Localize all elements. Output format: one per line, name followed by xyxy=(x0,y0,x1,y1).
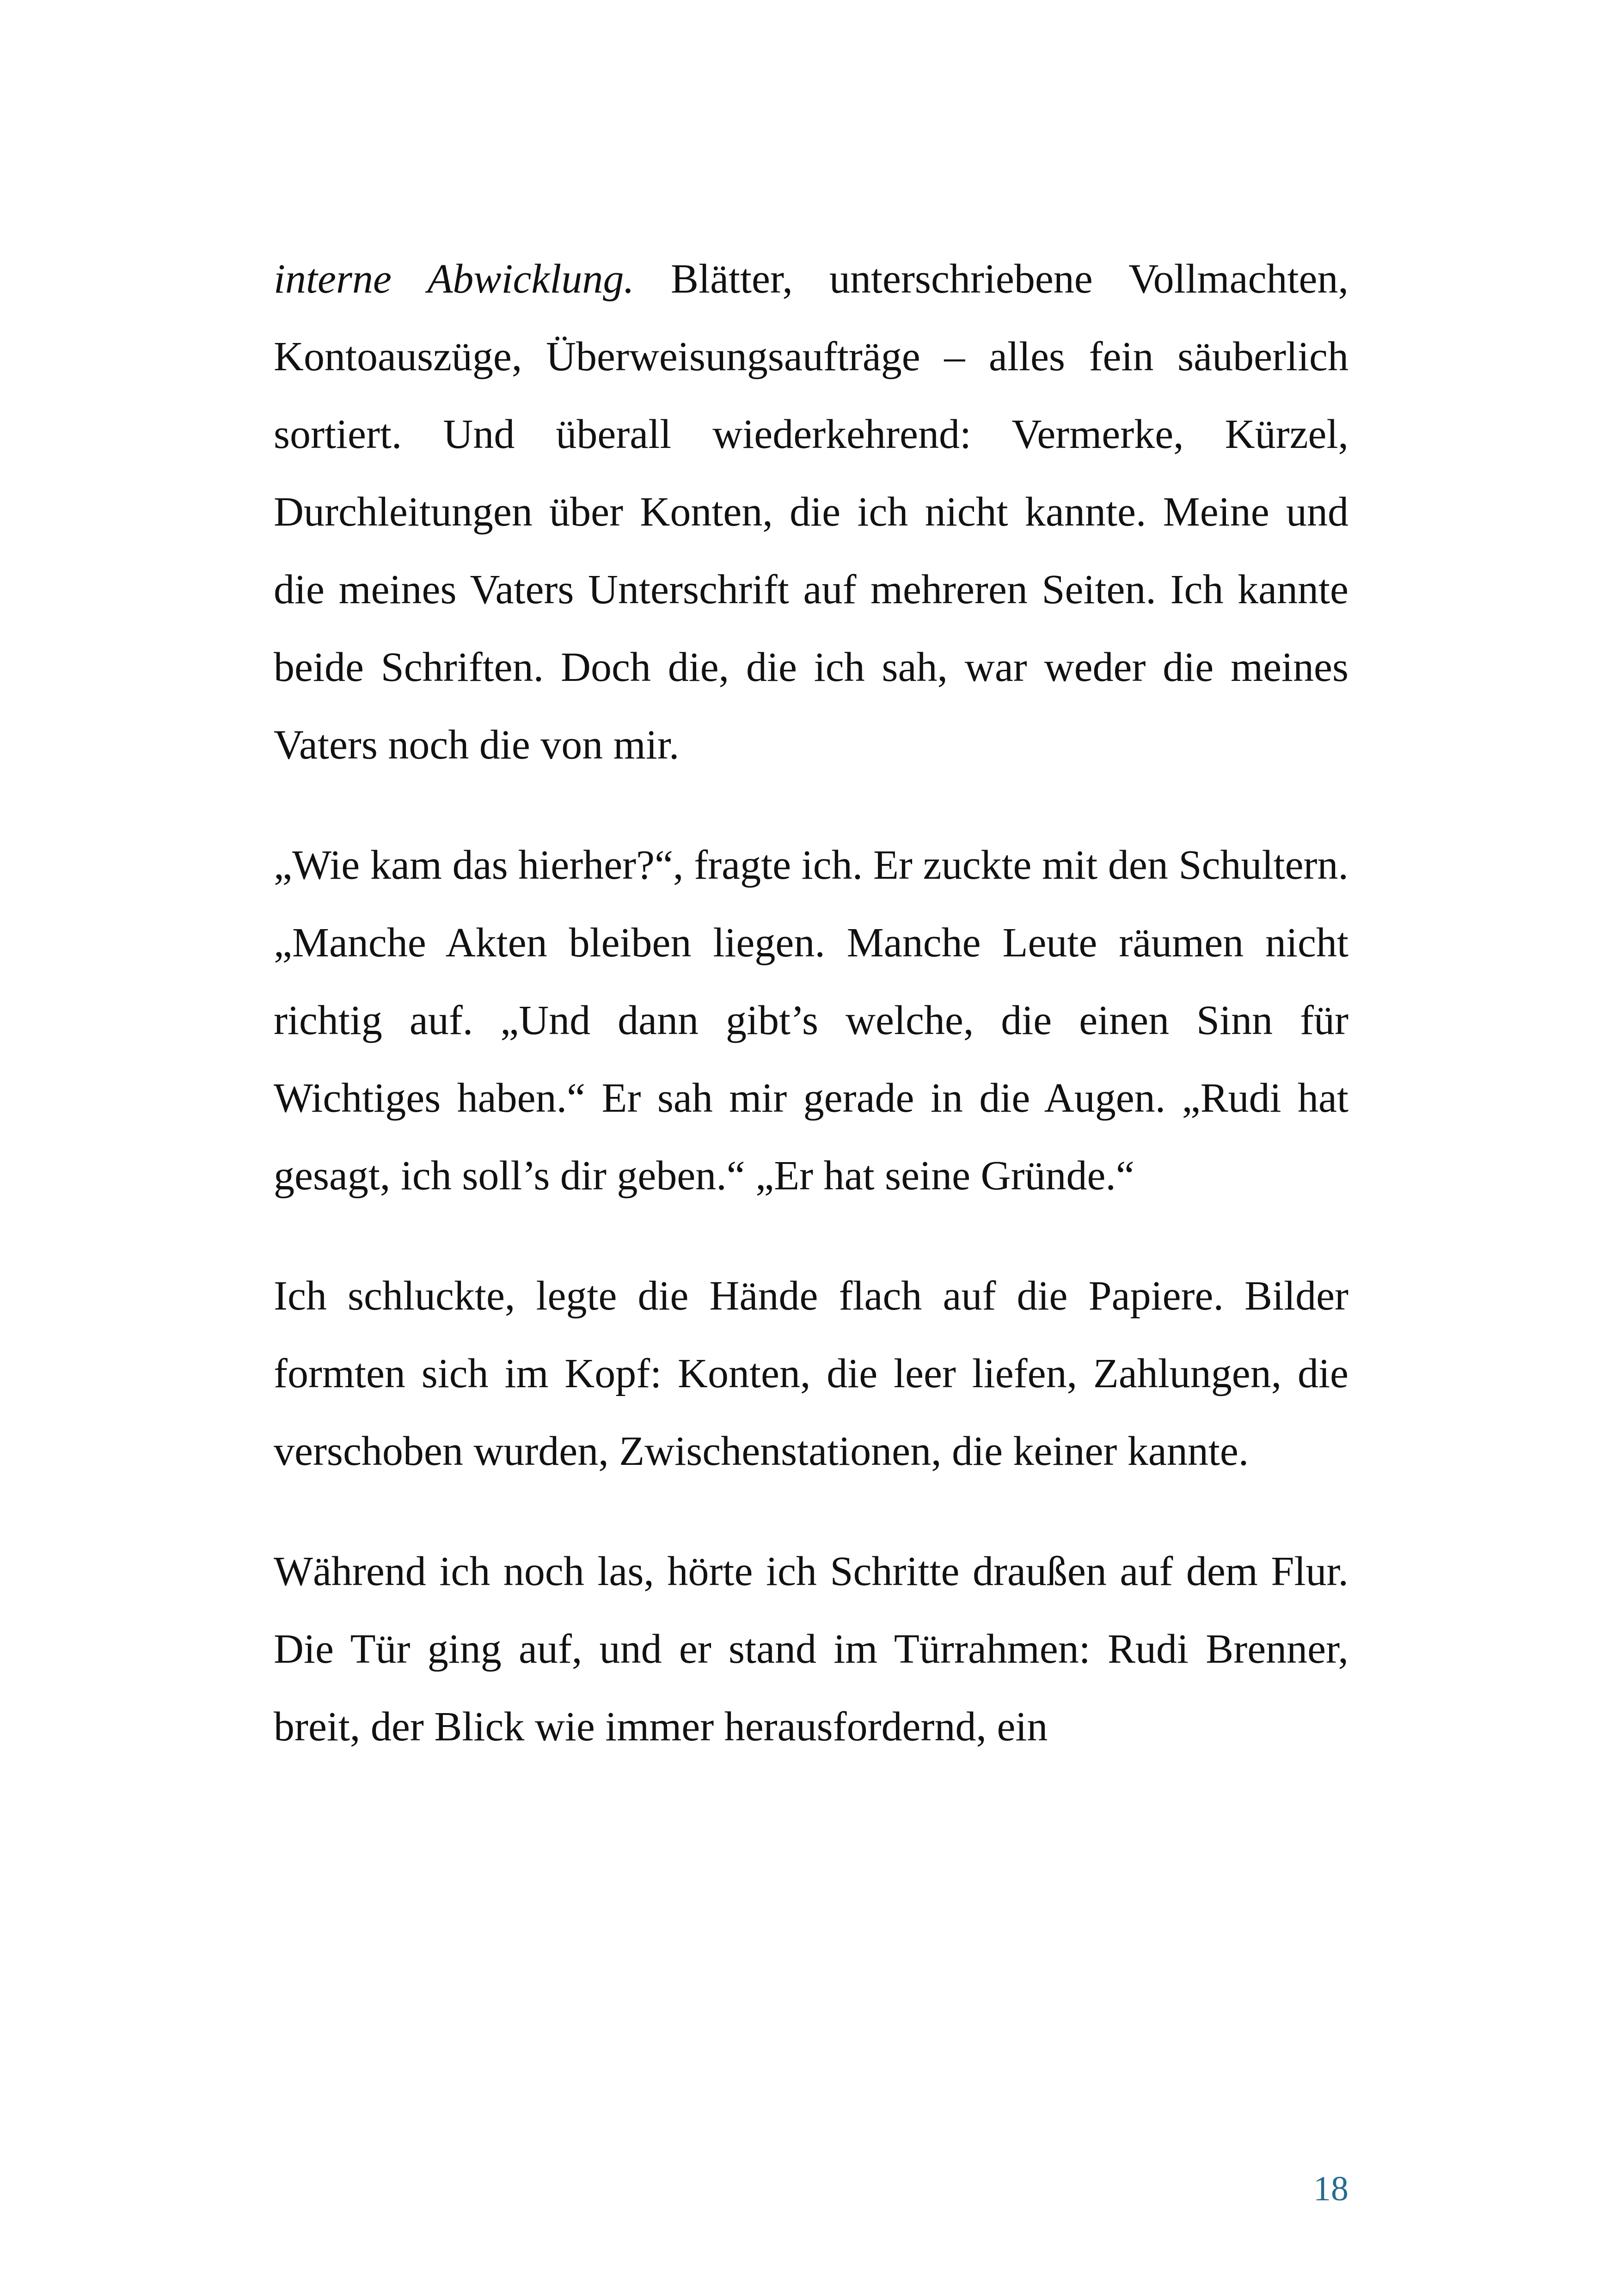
paragraph-1-lead-italic: interne Abwicklung. xyxy=(274,256,634,302)
paragraph-3-text: Ich schluckte, legte die Hände flach auf die Papiere. Bilder formten sich im Kopf: Konten, die leer liefen, Zahlungen, die verschoben wurden, Zwischenstationen, die keiner kannte. xyxy=(274,1273,1348,1474)
paragraph-1-text: Blätter, unterschriebene Vollmachten, Kontoauszüge, Überweisungsaufträge – alles fein säuberlich sortiert. Und überall wiederkehrend: Vermerke, Kürzel, Durchleitungen über Konten, die ich nicht kannte. Meine und die meines Vaters Unterschrift auf mehreren Seiten. Ich kannte beide Schriften. Doch die, die ich sah, war weder die meines Vaters noch die von mir. xyxy=(274,256,1348,768)
paragraph-4-text: Während ich noch las, hörte ich Schritte draußen auf dem Flur. Die Tür ging auf, und er stand im Türrahmen: Rudi Brenner, breit, der Blick wie immer herausfordernd, ein xyxy=(274,1549,1348,1750)
page-number: 18 xyxy=(1313,2169,1348,2208)
paragraph-2-text: „Wie kam das hierher?“, fragte ich. Er zuckte mit den Schultern. „Manche Akten bleiben liegen. Manche Leute räumen nicht richtig auf. „Und dann gibt’s welche, die einen Sinn für Wichtiges haben.“ Er sah mir gerade in die Augen. „Rudi hat gesagt, ich soll’s dir geben.“ „Er hat seine Gründe.“ xyxy=(274,842,1348,1199)
paragraph-4 xyxy=(274,1533,1348,1766)
paragraph-2 xyxy=(274,827,1348,1215)
paragraph-1 xyxy=(274,240,1348,784)
paragraph-3 xyxy=(274,1257,1348,1490)
body-text xyxy=(274,240,1348,1808)
